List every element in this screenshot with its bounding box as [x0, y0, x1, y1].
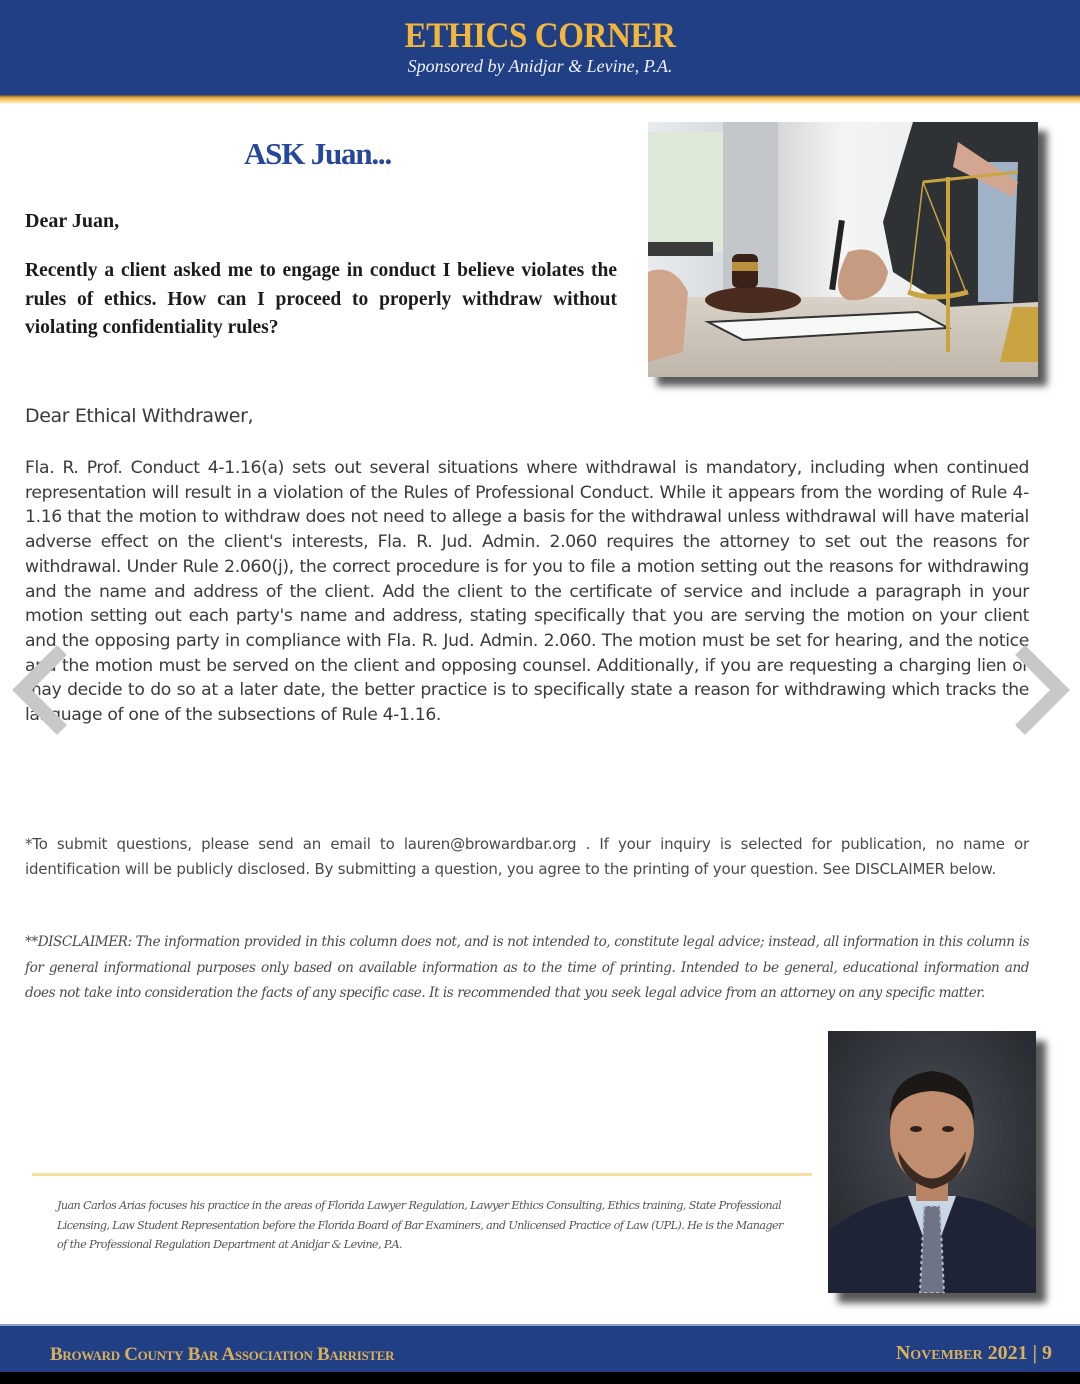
next-page-button[interactable] [1010, 640, 1074, 740]
author-portrait [828, 1031, 1036, 1293]
answer-salutation: Dear Ethical Withdrawer, [25, 405, 254, 427]
submission-note: *To submit questions, please send an email to lauren@browardbar.org . If your inquiry is selected for publication, no name or identification will be publicly disclosed. By submitting a question, you agree to the printing of your question. See DISCLAIMER below. [25, 835, 1029, 878]
chevron-right-icon [1010, 640, 1074, 740]
sponsor-line: Sponsored by Anidjar & Levine, P.A. [407, 56, 673, 76]
header-banner [0, 0, 1080, 95]
publication-name: Broward County Bar Association Barrister [50, 1344, 395, 1365]
reader-question: Recently a client asked me to engage in conduct I believe violates the rules of ethics. How can I proceed to properly withdraw without violating confidentiality rules? [25, 260, 617, 338]
author-headshot [828, 1031, 1036, 1293]
question-salutation: Dear Juan, [25, 210, 120, 232]
footer-bar [0, 1324, 1080, 1372]
answer-body: Fla. R. Prof. Conduct 4-1.16(a) sets out several situations where withdrawal is mandatory, including when continued representation will result in a violation of the Rules of Professional Conduct. While it appears from the wording of Rule 4-1.16 that the motion to withdraw does not need to allege a basis for the withdrawal unless withdrawal will have material adverse effect on the client's interests, Fla. R. Jud. Admin. 2.060 requires the attorney to set out the reasons for withdrawal. Under Rule 2.060(j), the correct procedure is for you to file a motion setting out the reasons for withdrawing and the name and address of the client. Add the client to the certificate of service and include a paragraph in your motion setting out each party's name and address, stating specifically that you are serving the motion on your client and the opposing party in compliance with Fla. R. Jud. Admin. 2.060. The motion must be set for hearing, and the notice and the motion must be served on the client and opposing counsel. Additionally, if you are requesting a charging lien or may decide to do so at a later date, the better practice is to specifically state a reason for withdrawing which tracks the language of one of the subsections of Rule 4-1.16. [25, 458, 1029, 726]
column-title: ASK Juan... [244, 136, 392, 171]
section-title: ETHICS CORNER [404, 15, 676, 55]
disclaimer-text: **DISCLAIMER: The information provided in this column does not, and is not intended to, constitute legal advice; instead, all information in this column is for general informational purposes only based on available information as to the time of printing. Intended to be general, educational information and does not take into consideration the facts of any specific case. It is recommended that you seek legal advice from an attorney on any specific matter. [25, 934, 1029, 1001]
author-bio: Juan Carlos Arias focuses his practice in the areas of Florida Lawyer Regulation, Lawyer Ethics Consulting, Ethics training, State Professional Licensing, Law Student Representation before the Florida Board of Bar Examiners, and Unlicensed Practice of Law (UPL). He is the Manager of the Professional Regulation Department at Anidjar & Levine, P.A. [57, 1199, 783, 1251]
previous-page-button[interactable] [8, 640, 72, 740]
gavel-scales-illustration [648, 122, 1038, 377]
header-gold-rule [0, 95, 1080, 104]
chevron-left-icon [8, 640, 72, 740]
lawyer-desk-photo [648, 122, 1038, 377]
bio-divider [32, 1173, 812, 1176]
issue-page-number: November 2021 | 9 [895, 1342, 1052, 1364]
